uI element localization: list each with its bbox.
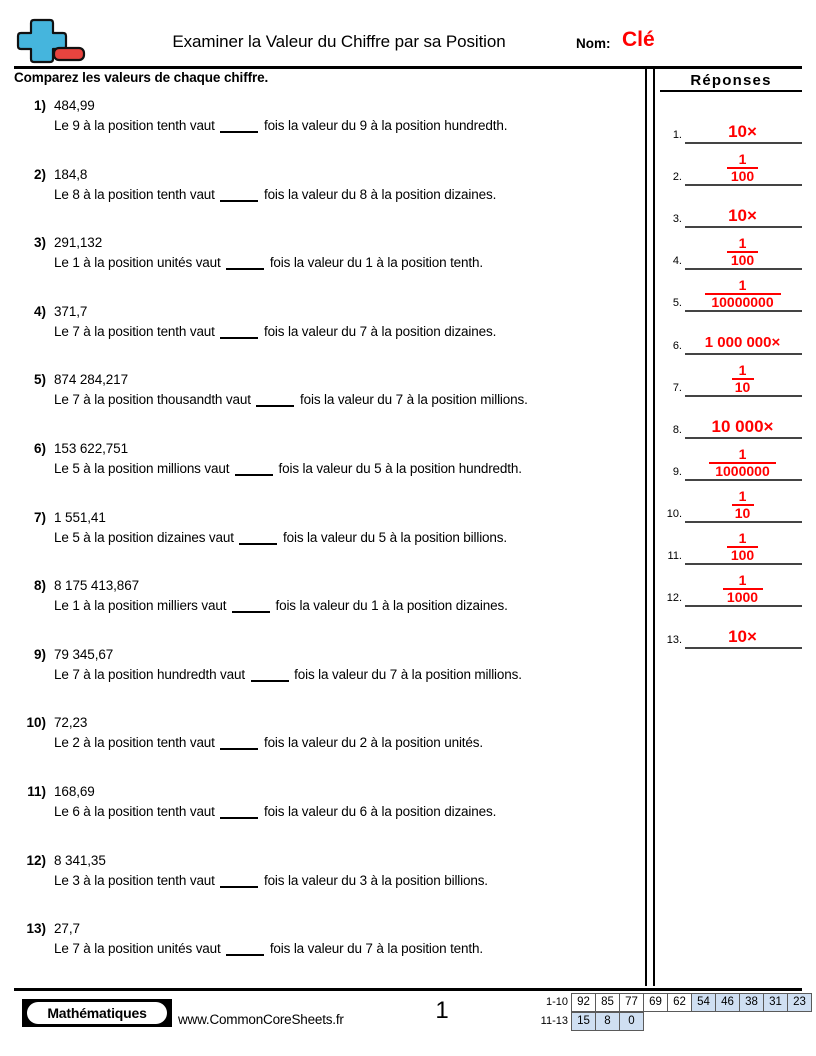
fraction-numerator: 1 xyxy=(738,361,747,378)
brand-label: Mathématiques xyxy=(27,1002,167,1024)
question-item xyxy=(14,439,639,508)
answer-row xyxy=(660,144,802,186)
prompt-before-blank: Le 5 à la position millions vaut xyxy=(54,460,233,476)
question-number: 7) xyxy=(33,509,46,525)
score-cell: 8 xyxy=(595,1012,620,1031)
fraction-numerator: 1 xyxy=(738,487,747,504)
question-value: 371,7 xyxy=(54,303,88,319)
question-value: 184,8 xyxy=(54,166,88,182)
plus-minus-math-logo-icon xyxy=(14,16,88,64)
site-url: www.CommonCoreSheets.fr xyxy=(178,1012,344,1027)
page-title: Examiner la Valeur du Chiffre par sa Position xyxy=(172,32,506,51)
answer-value: 1 000 000× xyxy=(704,333,781,351)
prompt-before-blank: Le 5 à la position dizaines vaut xyxy=(54,529,238,545)
answers-heading: Réponses xyxy=(660,72,802,92)
question-prompt xyxy=(54,461,522,476)
answer-row xyxy=(660,228,802,270)
question-value: 27,7 xyxy=(54,921,80,937)
question-value: 153 622,751 xyxy=(54,440,128,456)
score-cell: 85 xyxy=(595,993,620,1012)
prompt-after-blank: fois la valeur du 1 à la position dizaines. xyxy=(271,598,508,614)
answer-number: 3. xyxy=(672,213,682,226)
score-range-label: 1-10 xyxy=(545,996,568,1008)
fraction-numerator: 1 xyxy=(738,572,747,589)
question-item xyxy=(14,302,639,371)
question-number: 1) xyxy=(33,98,46,113)
answer-number: 8. xyxy=(672,423,682,436)
question-value: 484,99 xyxy=(54,98,95,113)
question-prompt xyxy=(54,530,507,545)
answer-row xyxy=(660,312,802,354)
question-value: 291,132 xyxy=(54,235,103,251)
fraction-denominator: 10 xyxy=(734,378,751,395)
question-item xyxy=(14,919,639,988)
fraction-numerator: 1 xyxy=(738,235,747,252)
question-item xyxy=(14,370,639,439)
answer-number: 7. xyxy=(672,381,682,394)
score-range-label: 11-13 xyxy=(540,1015,568,1027)
fraction-numerator: 1 xyxy=(738,530,747,547)
question-item xyxy=(14,508,639,577)
prompt-before-blank: Le 7 à la position unités vaut xyxy=(54,941,225,957)
score-cell: 77 xyxy=(619,993,644,1012)
question-number: 11) xyxy=(27,783,46,799)
question-item xyxy=(14,645,639,714)
question-prompt xyxy=(54,667,522,682)
question-prompt xyxy=(54,255,483,270)
score-cell: 62 xyxy=(667,993,692,1012)
answer-blank[interactable] xyxy=(239,543,277,545)
prompt-after-blank: fois la valeur du 9 à la position hundredth. xyxy=(260,118,508,133)
score-cell: 92 xyxy=(571,993,596,1012)
question-prompt xyxy=(54,598,508,613)
page-number: 1 xyxy=(435,997,449,1024)
fraction-denominator: 1000000 xyxy=(715,462,770,479)
answer-blank[interactable] xyxy=(220,817,258,819)
question-number: 8) xyxy=(33,578,46,594)
answer-fraction xyxy=(685,489,800,521)
prompt-after-blank: fois la valeur du 6 à la position dizaines. xyxy=(260,803,497,819)
question-item xyxy=(14,782,639,851)
score-row xyxy=(526,993,812,1012)
answer-number: 2. xyxy=(672,171,682,184)
footer-divider xyxy=(14,988,802,991)
answer-blank[interactable] xyxy=(232,611,270,613)
answer-number: 4. xyxy=(672,255,682,268)
prompt-before-blank: Le 7 à la position thousandth vaut xyxy=(54,392,255,408)
prompt-after-blank: fois la valeur du 3 à la position billions. xyxy=(260,872,488,888)
prompt-after-blank: fois la valeur du 5 à la position hundredth. xyxy=(274,460,522,476)
prompt-before-blank: Le 8 à la position tenth vaut xyxy=(54,186,219,202)
column-separator xyxy=(645,68,655,986)
score-cell: 54 xyxy=(691,993,716,1012)
answer-fraction xyxy=(685,152,800,184)
answer-number: 6. xyxy=(672,339,682,352)
prompt-before-blank: Le 3 à la position tenth vaut xyxy=(54,872,219,888)
prompt-after-blank: fois la valeur du 7 à la position dizaines. xyxy=(260,323,497,339)
answer-number: 12. xyxy=(666,592,682,605)
answer-row xyxy=(660,439,802,481)
fraction-denominator: 100 xyxy=(730,252,755,269)
answer-fraction xyxy=(685,236,800,268)
question-prompt xyxy=(54,324,496,339)
score-cell: 69 xyxy=(643,993,668,1012)
answer-value: 10× xyxy=(728,627,757,647)
prompt-before-blank: Le 1 à la position unités vaut xyxy=(54,255,225,271)
question-number: 3) xyxy=(33,235,46,251)
question-number: 2) xyxy=(33,166,46,182)
question-value: 72,23 xyxy=(54,715,88,731)
fraction-denominator: 100 xyxy=(730,547,755,564)
answer-row xyxy=(660,523,802,565)
question-number: 9) xyxy=(33,646,46,662)
score-cell: 38 xyxy=(739,993,764,1012)
prompt-before-blank: Le 7 à la position hundredth vaut xyxy=(54,666,249,682)
question-item xyxy=(14,165,639,234)
answer-row xyxy=(660,565,802,607)
page-header xyxy=(14,14,802,66)
question-value: 8 175 413,867 xyxy=(54,578,140,594)
fraction-denominator: 1000 xyxy=(726,589,759,606)
answer-row xyxy=(660,607,802,649)
question-number: 6) xyxy=(33,440,46,456)
fraction-numerator: 1 xyxy=(738,445,747,462)
prompt-after-blank: fois la valeur du 1 à la position tenth. xyxy=(266,255,483,271)
score-cell: 31 xyxy=(763,993,788,1012)
question-item xyxy=(14,96,639,165)
prompt-after-blank: fois la valeur du 2 à la position unités. xyxy=(260,735,483,751)
question-number: 4) xyxy=(33,303,46,319)
answer-blank[interactable] xyxy=(226,954,264,956)
question-number: 10) xyxy=(26,715,46,731)
question-prompt xyxy=(54,873,488,888)
answer-writing-line[interactable] xyxy=(685,647,802,649)
name-label: Nom: xyxy=(576,36,611,51)
answer-value: 10 000× xyxy=(711,416,774,436)
fraction-numerator: 1 xyxy=(738,151,747,168)
question-number: 12) xyxy=(26,852,46,868)
answer-blank[interactable] xyxy=(220,200,258,202)
prompt-before-blank: Le 9 à la position tenth vaut xyxy=(54,118,219,133)
answer-value: 10× xyxy=(728,122,757,142)
answer-blank[interactable] xyxy=(251,680,289,682)
question-item xyxy=(14,713,639,782)
answer-blank[interactable] xyxy=(220,748,258,750)
prompt-after-blank: fois la valeur du 8 à la position dizaines. xyxy=(260,186,497,202)
question-item xyxy=(14,851,639,920)
answer-fraction xyxy=(685,278,800,310)
question-number: 13) xyxy=(26,921,46,937)
fraction-denominator: 10 xyxy=(734,504,751,521)
header-divider xyxy=(14,66,802,69)
answer-blank[interactable] xyxy=(220,337,258,339)
name-value: Clé xyxy=(622,28,655,51)
answer-blank[interactable] xyxy=(226,268,264,270)
answer-number: 13. xyxy=(666,634,682,647)
question-value: 874 284,217 xyxy=(54,372,128,388)
answer-fraction xyxy=(685,447,800,479)
answer-number: 11. xyxy=(667,550,682,563)
question-prompt xyxy=(54,804,496,819)
fraction-denominator: 10000000 xyxy=(711,294,774,311)
question-number: 5) xyxy=(33,372,46,388)
answer-blank[interactable] xyxy=(220,131,258,133)
answer-blank[interactable] xyxy=(220,886,258,888)
question-prompt xyxy=(54,392,528,407)
answer-row xyxy=(660,481,802,523)
answer-number: 1. xyxy=(672,129,682,142)
question-item xyxy=(14,233,639,302)
answers-list xyxy=(660,102,802,649)
answer-row xyxy=(660,186,802,228)
answer-row xyxy=(660,102,802,144)
answer-fraction xyxy=(685,573,800,605)
score-cell: 23 xyxy=(787,993,812,1012)
answer-blank[interactable] xyxy=(235,474,273,476)
fraction-denominator: 100 xyxy=(730,168,755,185)
answer-fraction xyxy=(685,531,800,563)
prompt-before-blank: Le 2 à la position tenth vaut xyxy=(54,735,219,751)
answer-number: 5. xyxy=(672,297,682,310)
answer-fraction xyxy=(685,363,800,395)
instruction-text: Comparez les valeurs de chaque chiffre. xyxy=(14,70,269,85)
prompt-after-blank: fois la valeur du 7 à la position tenth. xyxy=(266,941,483,957)
answer-number: 10. xyxy=(666,507,682,520)
score-row xyxy=(526,1012,812,1031)
question-value: 79 345,67 xyxy=(54,646,114,662)
question-value: 1 551,41 xyxy=(54,509,106,525)
prompt-before-blank: Le 1 à la position milliers vaut xyxy=(54,598,230,614)
answer-row xyxy=(660,355,802,397)
prompt-before-blank: Le 7 à la position tenth vaut xyxy=(54,323,219,339)
brand-badge xyxy=(22,999,172,1027)
prompt-after-blank: fois la valeur du 7 à la position millions. xyxy=(290,666,522,682)
score-table xyxy=(526,993,812,1031)
answer-row xyxy=(660,397,802,439)
answer-number: 9. xyxy=(672,465,682,478)
question-value: 168,69 xyxy=(54,783,95,799)
answer-blank[interactable] xyxy=(256,405,294,407)
question-prompt xyxy=(54,735,483,750)
question-prompt xyxy=(54,118,507,133)
prompt-after-blank: fois la valeur du 7 à la position millions. xyxy=(296,392,528,408)
answer-value: 10× xyxy=(728,206,757,226)
question-item xyxy=(14,576,639,645)
prompt-after-blank: fois la valeur du 5 à la position billions. xyxy=(279,529,507,545)
score-cell: 0 xyxy=(619,1012,644,1031)
answer-row xyxy=(660,270,802,312)
question-prompt xyxy=(54,941,483,956)
questions-list xyxy=(14,96,639,988)
prompt-before-blank: Le 6 à la position tenth vaut xyxy=(54,803,219,819)
score-cell: 46 xyxy=(715,993,740,1012)
question-value: 8 341,35 xyxy=(54,852,106,868)
question-prompt xyxy=(54,187,496,202)
fraction-numerator: 1 xyxy=(738,277,747,294)
score-cell: 15 xyxy=(571,1012,596,1031)
